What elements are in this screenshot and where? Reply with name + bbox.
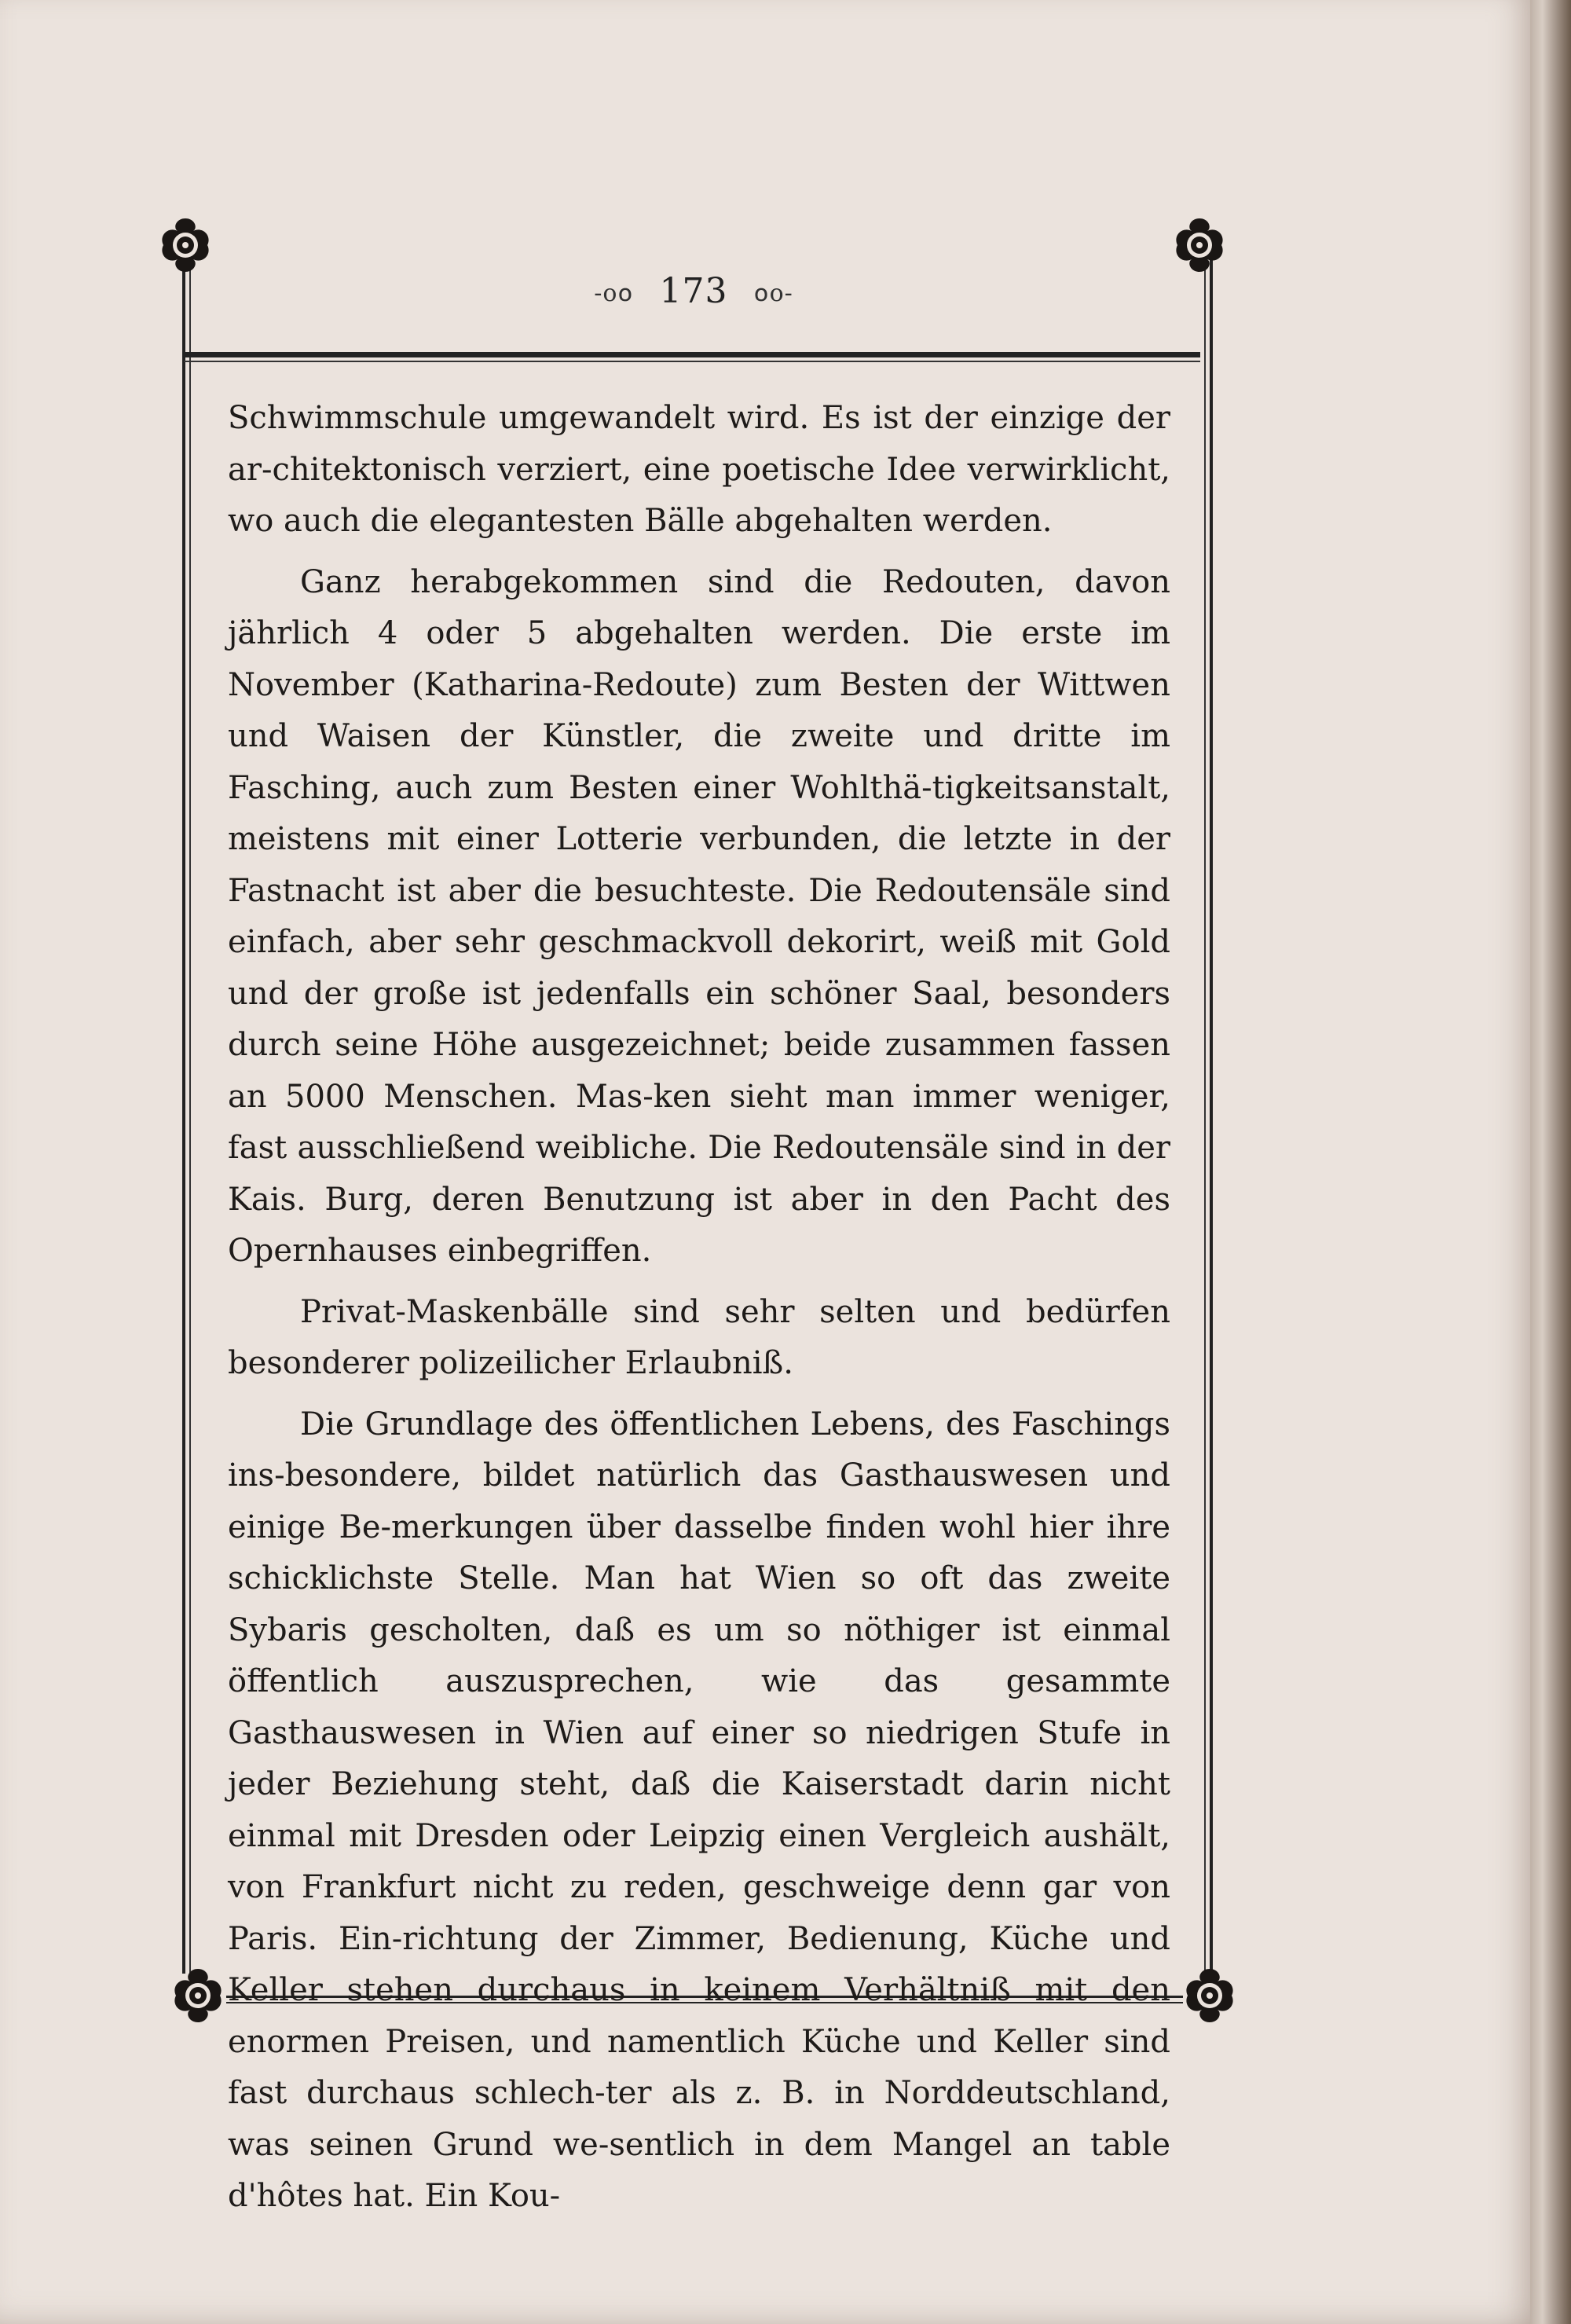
paragraph-maskenbaelle: Privat-Maskenbälle sind sehr selten und bedürfen besonderer polizeilicher Erlaubniß. <box>228 1293 1170 1381</box>
paragraph-continued: Schwimmschule umgewandelt wird. Es ist der einzige der ar-chitektonisch verziert, eine poetische Idee verwirklicht, wo auch die elegantesten Bälle abgehalten werden. <box>228 400 1170 539</box>
book-edge <box>1530 0 1571 2324</box>
frame-left-rule <box>182 253 185 1974</box>
corner-ornament-bottom-right-icon <box>1178 1964 1241 2027</box>
right-flourish: ໐o- <box>753 280 793 307</box>
corner-ornament-bottom-left-icon <box>167 1964 229 2027</box>
page-number: 173 <box>659 271 728 311</box>
frame-right-inner-rule <box>1204 253 1206 1974</box>
text-body <box>228 393 1170 2223</box>
frame-left-inner-rule <box>189 253 191 1974</box>
paragraph-gasthauswesen: Die Grundlage des öffentlichen Lebens, des Faschings ins-besondere, bildet natürlich das Gasthauswesen und einige Be-merkungen über dasselbe finden wohl hier ihre schicklichste Stelle. Man hat Wien so oft das zweite Sybaris gescholten, daß es um so nöthiger ist einmal öffentlich auszusprechen, wie das gesammte Gasthauswesen in Wien auf einer so niedrigen Stufe in jeder Beziehung steht, daß die Kaiserstadt darin nicht einmal mit Dresden oder Leipzig einen Vergleich aushält, von Frankfurt nicht zu reden, geschweige denn gar von Paris. Ein-richtung der Zimmer, Bedienung, Küche und Keller stehen durchaus in keinem Verhältniß mit den enormen Preisen, und namentlich Küche und Keller sind fast durchaus schlech-ter als z. B. in Norddeutschland, was seinen Grund we-sentlich in dem Mangel an table d'hôtes hat. Ein Kou- <box>228 1406 1170 2214</box>
left-flourish: -o໐ <box>594 280 634 307</box>
corner-ornament-top-right-icon <box>1168 214 1231 277</box>
corner-ornament-top-left-icon <box>154 214 217 277</box>
frame-right-rule <box>1210 253 1213 1974</box>
paragraph-redouten: Ganz herabgekommen sind die Redouten, davon jährlich 4 oder 5 abgehalten werden. Die erste im November (Katharina-Redoute) zum Besten der Wittwen und Waisen der Künstler, die zweite und dritte im Fasching, auch zum Besten einer Wohlthä-tigkeitsanstalt, meistens mit einer Lotterie verbunden, die letzte in der Fastnacht ist aber die besuchteste. Die Redoutensäle sind einfach, aber sehr geschmackvoll dekorirt, weiß mit Gold und der große ist jedenfalls ein schöner Saal, besonders durch seine Höhe ausgezeichnet; beide zusammen fassen an 5000 Menschen. Mas-ken sieht man immer weniger, fast ausschließend weibliche. Die Redoutensäle sind in der Kais. Burg, deren Benutzung ist aber in den Pacht des Opernhauses einbegriffen. <box>228 563 1170 1269</box>
header-thin-rule <box>184 361 1200 362</box>
header-thick-rule <box>184 352 1200 357</box>
page-header <box>185 271 1202 311</box>
